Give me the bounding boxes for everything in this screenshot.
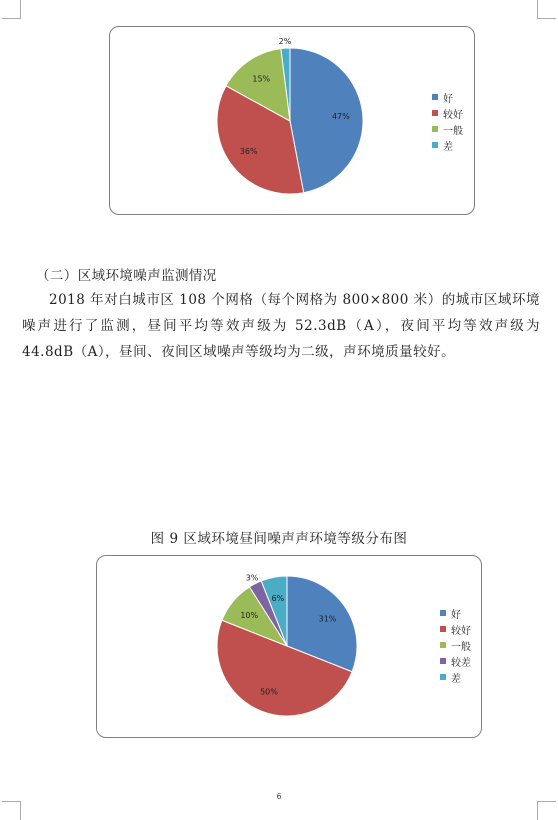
pie-chart-top-legend <box>432 89 463 153</box>
pie-bottom-legend-item-4 <box>440 669 471 685</box>
pie-bottom-legend-item-0 <box>440 605 471 621</box>
pie-top-legend-item-0 <box>432 89 463 105</box>
pie-top-legend-label-0: 好 <box>443 93 453 105</box>
crop-mark-top-left <box>2 0 21 19</box>
pie-top-legend-label-1: 较好 <box>443 109 463 121</box>
pie-bottom-legend-item-3 <box>440 653 471 669</box>
pie-top-data-label-3: 2% <box>278 37 292 47</box>
pie-bottom-legend-label-4: 差 <box>451 673 461 685</box>
pie-top-legend-swatch-1 <box>432 110 438 116</box>
pie-bottom-data-label-1: 50% <box>260 687 278 697</box>
pie-chart-bottom <box>96 555 482 738</box>
crop-mark-bottom-right <box>537 801 556 820</box>
pie-bottom-legend-item-2 <box>440 637 471 653</box>
pie-top-data-label-2: 15% <box>252 74 271 84</box>
pie-top-legend-item-3 <box>432 137 463 153</box>
figure-caption: 图 9 区域环境昼间噪声声环境等级分布图 <box>150 531 408 547</box>
pie-top-data-label-1: 36% <box>239 147 258 157</box>
pie-top-legend-swatch-2 <box>432 126 438 132</box>
pie-bottom-data-label-3: 3% <box>245 573 259 583</box>
pie-top-legend-label-3: 差 <box>443 141 453 153</box>
pie-bottom-legend-swatch-3 <box>440 658 446 664</box>
pie-bottom-data-label-2: 10% <box>240 610 259 620</box>
pie-bottom-data-label-0: 31% <box>318 614 337 624</box>
pie-bottom-legend-swatch-4 <box>440 674 446 680</box>
crop-mark-bottom-left <box>2 801 21 820</box>
section-heading: （二）区域环境噪声监测情况 <box>36 268 217 284</box>
pie-top-data-label-0: 47% <box>331 112 350 122</box>
pie-bottom-legend-item-1 <box>440 621 471 637</box>
pie-bottom-legend-label-2: 一般 <box>451 641 471 653</box>
pie-bottom-legend-label-1: 较好 <box>451 625 471 637</box>
pie-chart-top-svg <box>110 27 474 214</box>
pie-top-legend-swatch-3 <box>432 142 438 148</box>
pie-top-legend-item-1 <box>432 105 463 121</box>
page-number: 6 <box>276 792 282 801</box>
pie-top-legend-item-2 <box>432 121 463 137</box>
pie-chart-bottom-legend <box>440 605 471 685</box>
pie-bottom-legend-label-0: 好 <box>451 609 461 621</box>
pie-top-legend-swatch-0 <box>432 94 438 100</box>
pie-top-legend-label-2: 一般 <box>443 125 463 137</box>
pie-bottom-data-label-4: 6% <box>271 593 285 603</box>
pie-bottom-legend-swatch-0 <box>440 610 446 616</box>
crop-mark-top-right <box>537 0 556 19</box>
pie-bottom-legend-label-3: 较差 <box>451 657 471 669</box>
pie-bottom-legend-swatch-1 <box>440 626 446 632</box>
pie-bottom-legend-swatch-2 <box>440 642 446 648</box>
section-paragraph: 2018 年对白城市区 108 个网格（每个网格为 800×800 米）的城市区域环境噪声进行了监测，昼间平均等效声级为 52.3dB（A），夜间平均等效声级为 44.8dB（A），昼间、夜间区域噪声等级均为二级，声环境质量较好。 <box>22 292 540 360</box>
pie-top-slice-0 <box>290 48 363 193</box>
pie-chart-bottom-svg <box>97 556 481 737</box>
pie-chart-top <box>109 26 475 215</box>
